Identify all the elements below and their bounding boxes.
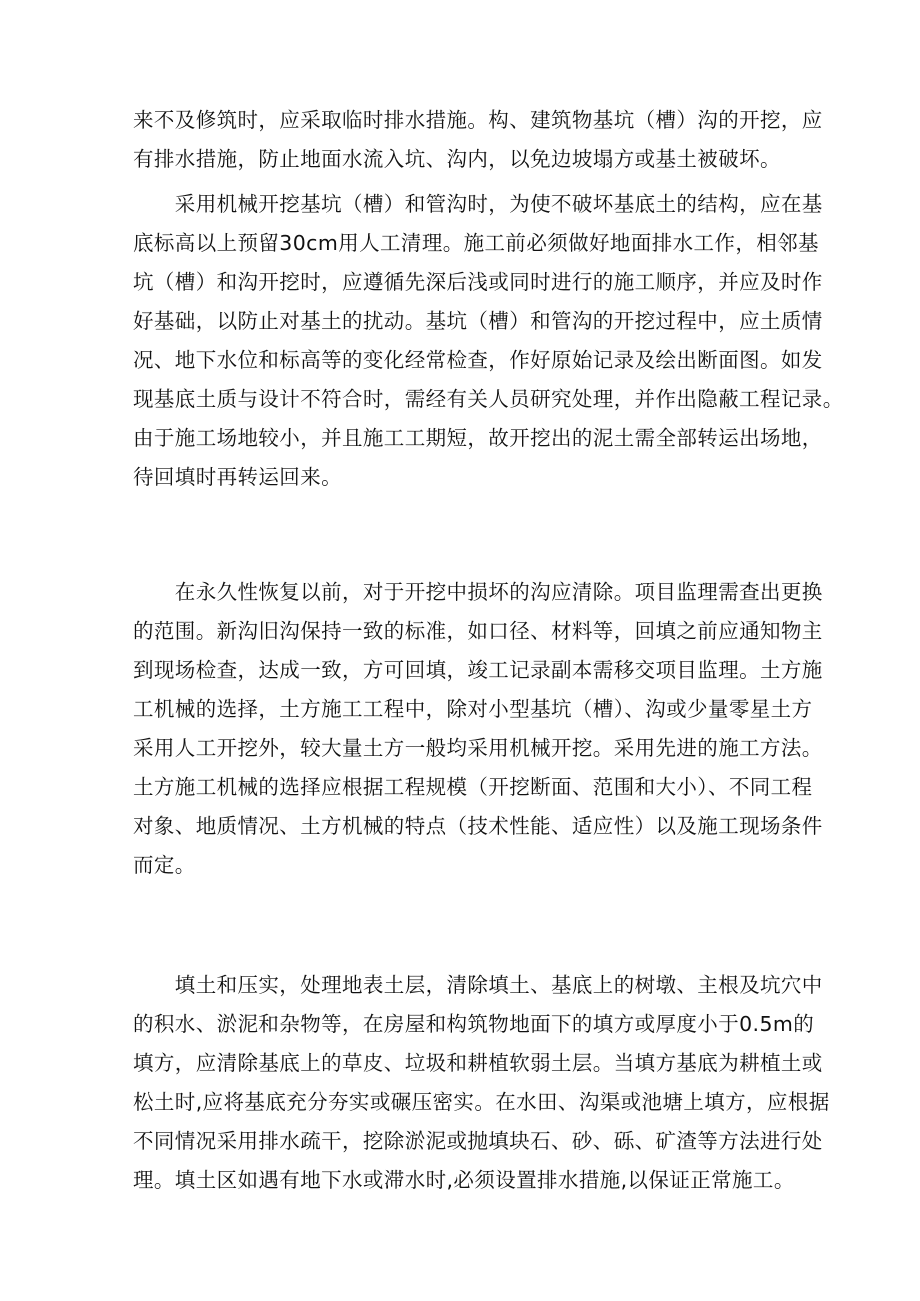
text-line: 工机械的选择，土方施工工程中，除对小型基坑（槽）、沟或少量零星土方 xyxy=(133,697,813,721)
text-line: 现基底土质与设计不符合时，需经有关人员研究处理，并作出隐蔽工程记录。 xyxy=(133,387,844,411)
text-line: 到现场检查，达成一致，方可回填，竣工记录副本需移交项目监理。土方施 xyxy=(133,658,823,682)
text-line: 不同情况采用排水疏干，挖除淤泥或抛填块石、砂、砾、矿渣等方法进行处 xyxy=(133,1129,823,1153)
text-line: 采用人工开挖外，较大量土方一般均采用机械开挖。采用先进的施工方法。 xyxy=(133,736,823,760)
text-line: 填土和压实，处理地表土层，清除填土、基底上的树墩、主根及坑穴中 xyxy=(133,973,823,997)
text-line: 在永久性恢复以前，对于开挖中损坏的沟应清除。项目监理需查出更换 xyxy=(133,580,823,604)
text-line: 填方，应清除基底上的草皮、垃圾和耕植软弱土层。当填方基底为耕植土或 xyxy=(133,1051,823,1075)
text-line: 来不及修筑时，应采取临时排水措施。构、建筑物基坑（槽）沟的开挖，应 xyxy=(133,108,823,132)
text-line: 的范围。新沟旧沟保持一致的标准，如口径、材料等，回填之前应通知物主 xyxy=(133,619,823,643)
paragraph-permanent-restoration xyxy=(133,573,823,885)
text-line: 理。填土区如遇有地下水或滞水时,必须设置排水措施,以保证正常施工。 xyxy=(133,1168,795,1192)
paragraph-drainage-continued xyxy=(133,101,823,179)
text-line: 松土时,应将基底充分夯实或碾压密实。在水田、沟渠或池塘上填方，应根据 xyxy=(133,1090,830,1114)
paragraph-fill-compaction xyxy=(133,966,830,1200)
text-line: 有排水措施，防止地面水流入坑、沟内，以免边坡塌方或基土被破坏。 xyxy=(133,147,781,171)
text-line: 好基础，以防止对基土的扰动。基坑（槽）和管沟的开挖过程中，应土质情 xyxy=(133,309,823,333)
text-line: 待回填时再转运回来。 xyxy=(133,465,342,489)
paragraph-mechanical-excavation xyxy=(133,185,844,497)
text-line: 土方施工机械的选择应根据工程规模（开挖断面、范围和大小）、不同工程 xyxy=(133,775,813,799)
text-line: 采用机械开挖基坑（槽）和管沟时，为使不破坏基底土的结构，应在基 xyxy=(133,192,823,216)
text-line: 况、地下水位和标高等的变化经常检查，作好原始记录及绘出断面图。如发 xyxy=(133,348,823,372)
text-line: 的积水、淤泥和杂物等，在房屋和构筑物地面下的填方或厚度小于0.5m的 xyxy=(133,1012,815,1036)
text-line: 对象、地质情况、土方机械的特点（技术性能、适应性）以及施工现场条件 xyxy=(133,814,823,838)
text-line: 坑（槽）和沟开挖时，应遵循先深后浅或同时进行的施工顺序，并应及时作 xyxy=(133,270,823,294)
text-line: 底标高以上预留30cm用人工清理。施工前必须做好地面排水工作，相邻基 xyxy=(133,231,819,255)
text-line: 由于施工场地较小，并且施工工期短，故开挖出的泥土需全部转运出场地， xyxy=(133,426,823,450)
text-line: 而定。 xyxy=(133,853,196,877)
